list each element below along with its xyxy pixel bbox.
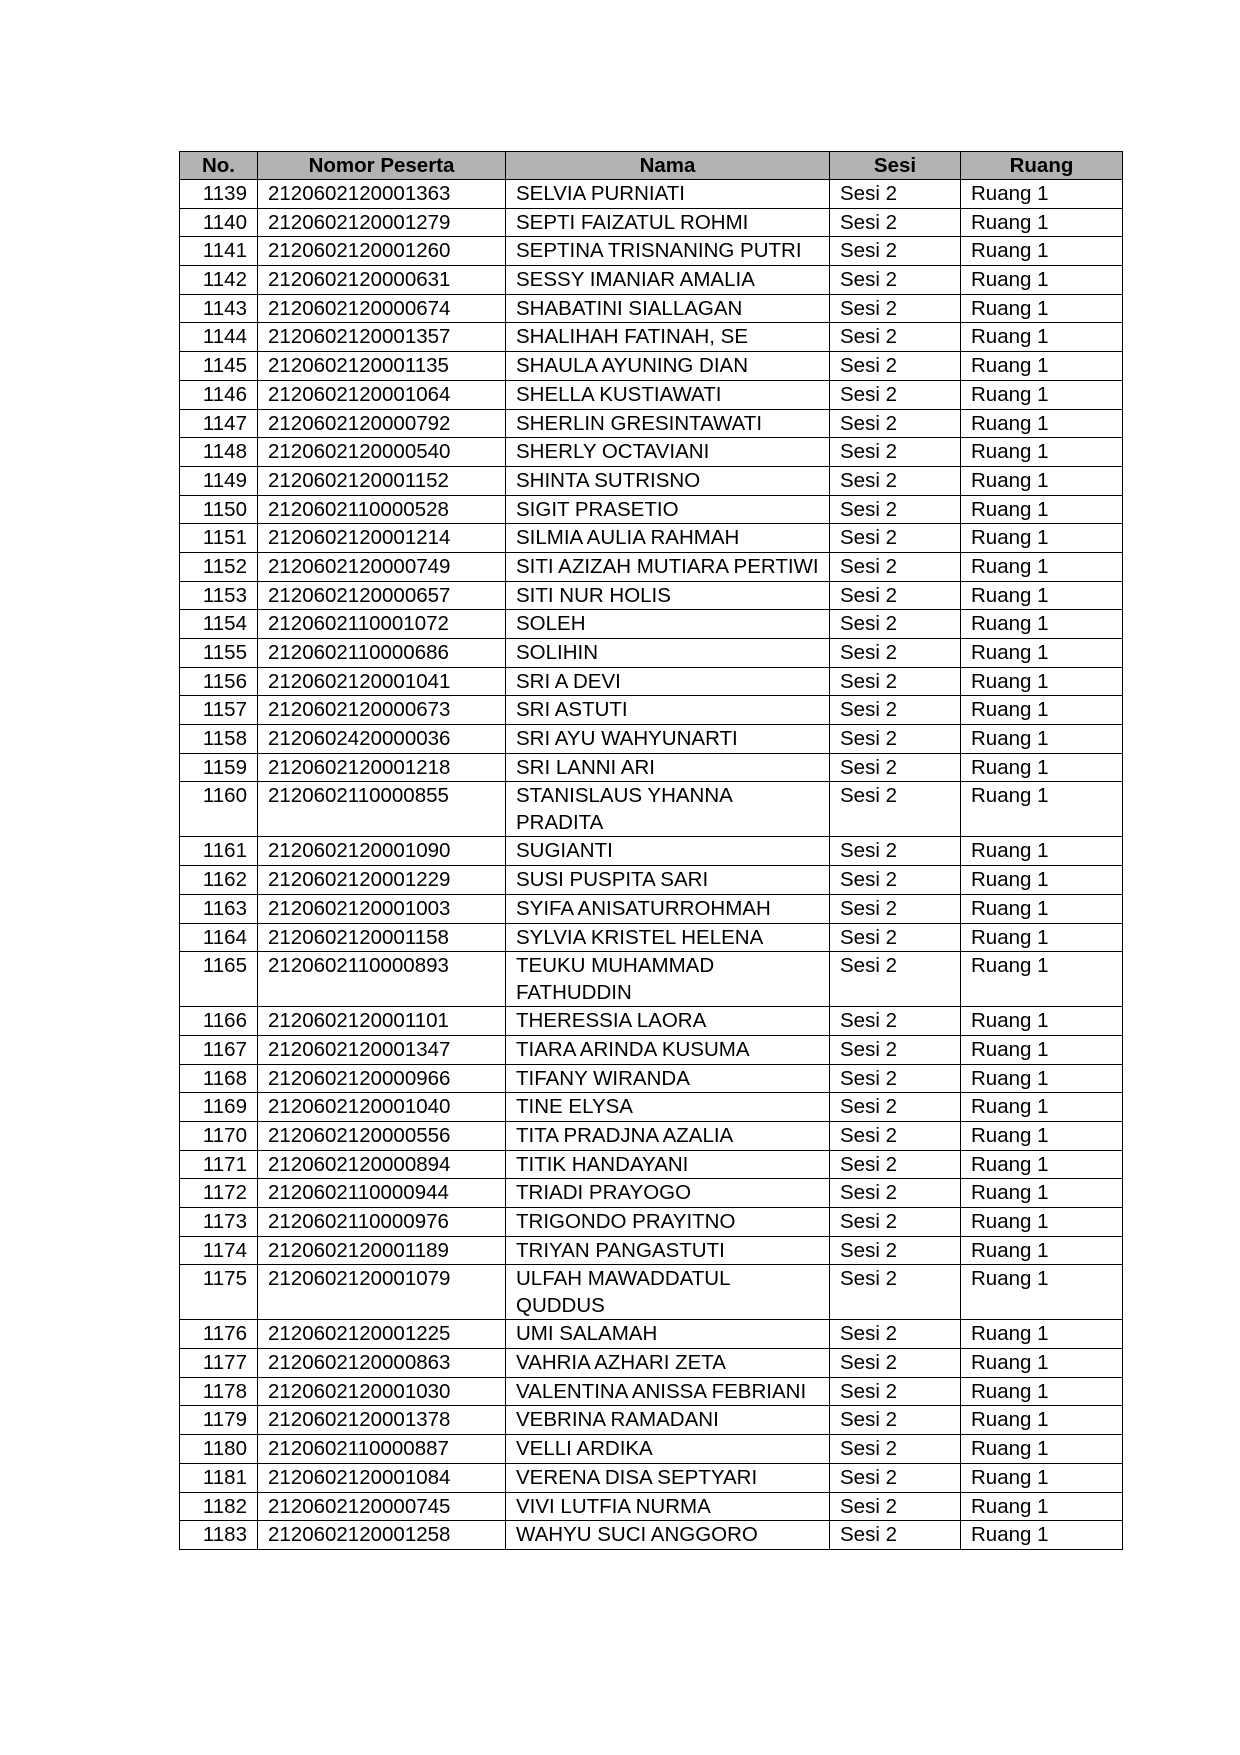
cell-ruang: Ruang 1 <box>961 725 1123 754</box>
cell-sesi: Sesi 2 <box>830 266 961 295</box>
cell-sesi: Sesi 2 <box>830 1435 961 1464</box>
cell-nama: SITI AZIZAH MUTIARA PERTIWI <box>506 552 830 581</box>
cell-no: 1153 <box>180 581 258 610</box>
cell-ruang: Ruang 1 <box>961 1463 1123 1492</box>
cell-ruang: Ruang 1 <box>961 1265 1123 1320</box>
cell-no: 1143 <box>180 294 258 323</box>
cell-sesi: Sesi 2 <box>830 639 961 668</box>
cell-sesi: Sesi 2 <box>830 1150 961 1179</box>
cell-nomor-peserta: 2120602120001260 <box>258 237 506 266</box>
cell-ruang: Ruang 1 <box>961 1435 1123 1464</box>
cell-sesi: Sesi 2 <box>830 581 961 610</box>
cell-ruang: Ruang 1 <box>961 639 1123 668</box>
cell-nomor-peserta: 2120602120000556 <box>258 1121 506 1150</box>
cell-nama: TRIADI PRAYOGO <box>506 1179 830 1208</box>
cell-nomor-peserta: 2120602120001041 <box>258 667 506 696</box>
cell-nama: TRIGONDO PRAYITNO <box>506 1208 830 1237</box>
cell-no: 1179 <box>180 1406 258 1435</box>
table-row <box>180 1121 1123 1150</box>
cell-nomor-peserta: 2120602120001214 <box>258 524 506 553</box>
cell-nama: VALENTINA ANISSA FEBRIANI <box>506 1377 830 1406</box>
header-no: No. <box>180 152 258 180</box>
cell-ruang: Ruang 1 <box>961 753 1123 782</box>
cell-nama: SRI ASTUTI <box>506 696 830 725</box>
cell-ruang: Ruang 1 <box>961 1150 1123 1179</box>
cell-ruang: Ruang 1 <box>961 1521 1123 1550</box>
document-page <box>179 151 1122 1550</box>
cell-nama: SHINTA SUTRISNO <box>506 466 830 495</box>
cell-nomor-peserta: 2120602120000674 <box>258 294 506 323</box>
cell-nama: VEBRINA RAMADANI <box>506 1406 830 1435</box>
cell-ruang: Ruang 1 <box>961 1064 1123 1093</box>
table-row <box>180 1236 1123 1265</box>
cell-ruang: Ruang 1 <box>961 1320 1123 1349</box>
cell-ruang: Ruang 1 <box>961 237 1123 266</box>
cell-nama: WAHYU SUCI ANGGORO <box>506 1521 830 1550</box>
cell-nomor-peserta: 2120602110000528 <box>258 495 506 524</box>
table-row <box>180 438 1123 467</box>
cell-nama: TRIYAN PANGASTUTI <box>506 1236 830 1265</box>
cell-nama: SIGIT PRASETIO <box>506 495 830 524</box>
table-row <box>180 1463 1123 1492</box>
cell-no: 1159 <box>180 753 258 782</box>
cell-nama: SRI A DEVI <box>506 667 830 696</box>
cell-no: 1167 <box>180 1035 258 1064</box>
cell-nama: THERESSIA LAORA <box>506 1007 830 1036</box>
cell-nomor-peserta: 2120602120001363 <box>258 180 506 209</box>
cell-no: 1165 <box>180 952 258 1007</box>
cell-sesi: Sesi 2 <box>830 782 961 837</box>
cell-sesi: Sesi 2 <box>830 753 961 782</box>
cell-nomor-peserta: 2120602110000893 <box>258 952 506 1007</box>
cell-ruang: Ruang 1 <box>961 1236 1123 1265</box>
cell-ruang: Ruang 1 <box>961 1179 1123 1208</box>
cell-nama: TIFANY WIRANDA <box>506 1064 830 1093</box>
table-row <box>180 466 1123 495</box>
cell-nama: TINE ELYSA <box>506 1093 830 1122</box>
table-row <box>180 1435 1123 1464</box>
cell-sesi: Sesi 2 <box>830 1265 961 1320</box>
cell-sesi: Sesi 2 <box>830 1320 961 1349</box>
cell-sesi: Sesi 2 <box>830 1236 961 1265</box>
cell-nama: SEPTI FAIZATUL ROHMI <box>506 208 830 237</box>
cell-sesi: Sesi 2 <box>830 923 961 952</box>
cell-nomor-peserta: 2120602120000657 <box>258 581 506 610</box>
cell-nomor-peserta: 2120602110001072 <box>258 610 506 639</box>
table-row <box>180 581 1123 610</box>
cell-no: 1145 <box>180 352 258 381</box>
cell-nomor-peserta: 2120602120000745 <box>258 1492 506 1521</box>
cell-ruang: Ruang 1 <box>961 294 1123 323</box>
cell-no: 1147 <box>180 409 258 438</box>
cell-no: 1155 <box>180 639 258 668</box>
cell-nama: SRI LANNI ARI <box>506 753 830 782</box>
table-row <box>180 1377 1123 1406</box>
table-row <box>180 696 1123 725</box>
cell-no: 1163 <box>180 894 258 923</box>
cell-nomor-peserta: 2120602120001079 <box>258 1265 506 1320</box>
cell-nomor-peserta: 2120602120001258 <box>258 1521 506 1550</box>
cell-nomor-peserta: 2120602120001064 <box>258 380 506 409</box>
table-row <box>180 1349 1123 1378</box>
table-row <box>180 323 1123 352</box>
cell-nama: SITI NUR HOLIS <box>506 581 830 610</box>
cell-sesi: Sesi 2 <box>830 610 961 639</box>
cell-sesi: Sesi 2 <box>830 409 961 438</box>
cell-no: 1175 <box>180 1265 258 1320</box>
cell-nama: SHABATINI SIALLAGAN <box>506 294 830 323</box>
cell-nomor-peserta: 2120602120001030 <box>258 1377 506 1406</box>
cell-nomor-peserta: 2120602120001135 <box>258 352 506 381</box>
cell-nomor-peserta: 2120602120001218 <box>258 753 506 782</box>
table-row <box>180 1406 1123 1435</box>
cell-ruang: Ruang 1 <box>961 180 1123 209</box>
table-row <box>180 667 1123 696</box>
cell-nama: VERENA DISA SEPTYARI <box>506 1463 830 1492</box>
cell-no: 1173 <box>180 1208 258 1237</box>
table-row <box>180 1007 1123 1036</box>
table-row <box>180 1521 1123 1550</box>
cell-nama: ULFAH MAWADDATUL QUDDUS <box>506 1265 830 1320</box>
cell-nama: VAHRIA AZHARI ZETA <box>506 1349 830 1378</box>
cell-nama: SESSY IMANIAR AMALIA <box>506 266 830 295</box>
cell-no: 1161 <box>180 837 258 866</box>
cell-nama: SYIFA ANISATURROHMAH <box>506 894 830 923</box>
cell-nama: SOLIHIN <box>506 639 830 668</box>
cell-nama: SHALIHAH FATINAH, SE <box>506 323 830 352</box>
table-row <box>180 552 1123 581</box>
cell-ruang: Ruang 1 <box>961 1035 1123 1064</box>
cell-ruang: Ruang 1 <box>961 466 1123 495</box>
table-row <box>180 208 1123 237</box>
table-row <box>180 923 1123 952</box>
cell-no: 1156 <box>180 667 258 696</box>
table-row <box>180 782 1123 837</box>
cell-sesi: Sesi 2 <box>830 352 961 381</box>
cell-no: 1154 <box>180 610 258 639</box>
cell-ruang: Ruang 1 <box>961 1406 1123 1435</box>
cell-sesi: Sesi 2 <box>830 495 961 524</box>
table-row <box>180 294 1123 323</box>
cell-no: 1150 <box>180 495 258 524</box>
cell-nomor-peserta: 2120602120001378 <box>258 1406 506 1435</box>
cell-sesi: Sesi 2 <box>830 1377 961 1406</box>
cell-sesi: Sesi 2 <box>830 323 961 352</box>
table-row <box>180 380 1123 409</box>
cell-sesi: Sesi 2 <box>830 208 961 237</box>
cell-sesi: Sesi 2 <box>830 237 961 266</box>
cell-ruang: Ruang 1 <box>961 581 1123 610</box>
cell-nomor-peserta: 2120602120001040 <box>258 1093 506 1122</box>
cell-ruang: Ruang 1 <box>961 866 1123 895</box>
table-row <box>180 352 1123 381</box>
cell-nama: SUSI PUSPITA SARI <box>506 866 830 895</box>
cell-sesi: Sesi 2 <box>830 180 961 209</box>
table-row <box>180 894 1123 923</box>
cell-no: 1176 <box>180 1320 258 1349</box>
cell-nomor-peserta: 2120602120001101 <box>258 1007 506 1036</box>
cell-nama: SELVIA PURNIATI <box>506 180 830 209</box>
cell-ruang: Ruang 1 <box>961 1349 1123 1378</box>
cell-sesi: Sesi 2 <box>830 1406 961 1435</box>
cell-nomor-peserta: 2120602120000863 <box>258 1349 506 1378</box>
cell-nomor-peserta: 2120602120000749 <box>258 552 506 581</box>
cell-nomor-peserta: 2120602110000887 <box>258 1435 506 1464</box>
cell-nomor-peserta: 2120602120001357 <box>258 323 506 352</box>
cell-sesi: Sesi 2 <box>830 1035 961 1064</box>
cell-ruang: Ruang 1 <box>961 524 1123 553</box>
table-row <box>180 1179 1123 1208</box>
participant-table <box>179 151 1123 1550</box>
table-row <box>180 725 1123 754</box>
cell-no: 1144 <box>180 323 258 352</box>
cell-nomor-peserta: 2120602120001279 <box>258 208 506 237</box>
cell-no: 1164 <box>180 923 258 952</box>
cell-sesi: Sesi 2 <box>830 1179 961 1208</box>
cell-nomor-peserta: 2120602110000686 <box>258 639 506 668</box>
table-body <box>180 180 1123 1550</box>
cell-no: 1152 <box>180 552 258 581</box>
cell-ruang: Ruang 1 <box>961 667 1123 696</box>
table-row <box>180 1320 1123 1349</box>
cell-nomor-peserta: 2120602110000976 <box>258 1208 506 1237</box>
cell-sesi: Sesi 2 <box>830 438 961 467</box>
cell-no: 1158 <box>180 725 258 754</box>
cell-no: 1166 <box>180 1007 258 1036</box>
cell-ruang: Ruang 1 <box>961 380 1123 409</box>
cell-nomor-peserta: 2120602120001225 <box>258 1320 506 1349</box>
cell-nomor-peserta: 2120602120001003 <box>258 894 506 923</box>
cell-no: 1180 <box>180 1435 258 1464</box>
cell-no: 1148 <box>180 438 258 467</box>
cell-sesi: Sesi 2 <box>830 952 961 1007</box>
cell-no: 1183 <box>180 1521 258 1550</box>
cell-nama: SHERLY OCTAVIANI <box>506 438 830 467</box>
cell-nama: SILMIA AULIA RAHMAH <box>506 524 830 553</box>
cell-nama: STANISLAUS YHANNA PRADITA <box>506 782 830 837</box>
cell-sesi: Sesi 2 <box>830 1093 961 1122</box>
cell-sesi: Sesi 2 <box>830 524 961 553</box>
cell-nama: SYLVIA KRISTEL HELENA <box>506 923 830 952</box>
cell-ruang: Ruang 1 <box>961 696 1123 725</box>
cell-ruang: Ruang 1 <box>961 837 1123 866</box>
cell-sesi: Sesi 2 <box>830 866 961 895</box>
cell-nama: VIVI LUTFIA NURMA <box>506 1492 830 1521</box>
cell-nomor-peserta: 2120602120000540 <box>258 438 506 467</box>
cell-nama: UMI SALAMAH <box>506 1320 830 1349</box>
cell-no: 1178 <box>180 1377 258 1406</box>
cell-nama: SEPTINA TRISNANING PUTRI <box>506 237 830 266</box>
cell-ruang: Ruang 1 <box>961 1121 1123 1150</box>
table-row <box>180 180 1123 209</box>
cell-ruang: Ruang 1 <box>961 1208 1123 1237</box>
cell-nama: TIARA ARINDA KUSUMA <box>506 1035 830 1064</box>
cell-ruang: Ruang 1 <box>961 1492 1123 1521</box>
table-row <box>180 1035 1123 1064</box>
cell-no: 1162 <box>180 866 258 895</box>
cell-sesi: Sesi 2 <box>830 837 961 866</box>
cell-sesi: Sesi 2 <box>830 725 961 754</box>
cell-sesi: Sesi 2 <box>830 1521 961 1550</box>
cell-ruang: Ruang 1 <box>961 952 1123 1007</box>
cell-nomor-peserta: 2120602120000966 <box>258 1064 506 1093</box>
cell-no: 1160 <box>180 782 258 837</box>
cell-sesi: Sesi 2 <box>830 1463 961 1492</box>
cell-ruang: Ruang 1 <box>961 352 1123 381</box>
cell-nomor-peserta: 2120602120001347 <box>258 1035 506 1064</box>
table-row <box>180 1093 1123 1122</box>
cell-no: 1174 <box>180 1236 258 1265</box>
header-sesi: Sesi <box>830 152 961 180</box>
cell-sesi: Sesi 2 <box>830 552 961 581</box>
table-row <box>180 639 1123 668</box>
cell-nomor-peserta: 2120602120000631 <box>258 266 506 295</box>
cell-sesi: Sesi 2 <box>830 894 961 923</box>
cell-ruang: Ruang 1 <box>961 266 1123 295</box>
cell-no: 1151 <box>180 524 258 553</box>
table-row <box>180 1150 1123 1179</box>
cell-no: 1169 <box>180 1093 258 1122</box>
cell-nomor-peserta: 2120602120001229 <box>258 866 506 895</box>
cell-no: 1157 <box>180 696 258 725</box>
table-row <box>180 266 1123 295</box>
table-row <box>180 866 1123 895</box>
cell-nama: VELLI ARDIKA <box>506 1435 830 1464</box>
cell-sesi: Sesi 2 <box>830 466 961 495</box>
cell-ruang: Ruang 1 <box>961 923 1123 952</box>
cell-nama: TITIK HANDAYANI <box>506 1150 830 1179</box>
cell-no: 1146 <box>180 380 258 409</box>
cell-sesi: Sesi 2 <box>830 1349 961 1378</box>
cell-nama: TEUKU MUHAMMAD FATHUDDIN <box>506 952 830 1007</box>
cell-no: 1149 <box>180 466 258 495</box>
cell-ruang: Ruang 1 <box>961 552 1123 581</box>
table-row <box>180 1492 1123 1521</box>
cell-nomor-peserta: 2120602120000673 <box>258 696 506 725</box>
cell-ruang: Ruang 1 <box>961 409 1123 438</box>
cell-sesi: Sesi 2 <box>830 667 961 696</box>
cell-ruang: Ruang 1 <box>961 438 1123 467</box>
cell-nomor-peserta: 2120602120001152 <box>258 466 506 495</box>
cell-ruang: Ruang 1 <box>961 1093 1123 1122</box>
cell-nama: SOLEH <box>506 610 830 639</box>
table-row <box>180 610 1123 639</box>
cell-nomor-peserta: 2120602120000792 <box>258 409 506 438</box>
cell-ruang: Ruang 1 <box>961 782 1123 837</box>
header-nomor-peserta: Nomor Peserta <box>258 152 506 180</box>
cell-ruang: Ruang 1 <box>961 894 1123 923</box>
cell-sesi: Sesi 2 <box>830 1492 961 1521</box>
cell-nomor-peserta: 2120602120001090 <box>258 837 506 866</box>
table-header-row <box>180 152 1123 180</box>
cell-sesi: Sesi 2 <box>830 1208 961 1237</box>
cell-ruang: Ruang 1 <box>961 323 1123 352</box>
cell-nama: SHAULA AYUNING DIAN <box>506 352 830 381</box>
table-row <box>180 837 1123 866</box>
cell-ruang: Ruang 1 <box>961 1377 1123 1406</box>
cell-nomor-peserta: 2120602110000944 <box>258 1179 506 1208</box>
table-row <box>180 409 1123 438</box>
cell-nama: SUGIANTI <box>506 837 830 866</box>
cell-ruang: Ruang 1 <box>961 495 1123 524</box>
cell-sesi: Sesi 2 <box>830 1007 961 1036</box>
cell-no: 1141 <box>180 237 258 266</box>
cell-nomor-peserta: 2120602120001189 <box>258 1236 506 1265</box>
cell-sesi: Sesi 2 <box>830 1064 961 1093</box>
cell-no: 1139 <box>180 180 258 209</box>
table-row <box>180 237 1123 266</box>
cell-nama: SHELLA KUSTIAWATI <box>506 380 830 409</box>
cell-no: 1170 <box>180 1121 258 1150</box>
table-row <box>180 495 1123 524</box>
cell-sesi: Sesi 2 <box>830 380 961 409</box>
cell-sesi: Sesi 2 <box>830 294 961 323</box>
cell-nama: TITA PRADJNA AZALIA <box>506 1121 830 1150</box>
cell-sesi: Sesi 2 <box>830 1121 961 1150</box>
table-row <box>180 1064 1123 1093</box>
cell-nomor-peserta: 2120602120001084 <box>258 1463 506 1492</box>
cell-no: 1182 <box>180 1492 258 1521</box>
cell-no: 1171 <box>180 1150 258 1179</box>
cell-nomor-peserta: 2120602120001158 <box>258 923 506 952</box>
cell-no: 1172 <box>180 1179 258 1208</box>
cell-no: 1142 <box>180 266 258 295</box>
cell-ruang: Ruang 1 <box>961 1007 1123 1036</box>
header-ruang: Ruang <box>961 152 1123 180</box>
table-row <box>180 1265 1123 1320</box>
cell-no: 1181 <box>180 1463 258 1492</box>
cell-nomor-peserta: 2120602420000036 <box>258 725 506 754</box>
cell-nomor-peserta: 2120602110000855 <box>258 782 506 837</box>
table-row <box>180 524 1123 553</box>
table-row <box>180 952 1123 1007</box>
cell-ruang: Ruang 1 <box>961 610 1123 639</box>
cell-nomor-peserta: 2120602120000894 <box>258 1150 506 1179</box>
header-nama: Nama <box>506 152 830 180</box>
cell-nama: SRI AYU WAHYUNARTI <box>506 725 830 754</box>
cell-no: 1168 <box>180 1064 258 1093</box>
table-row <box>180 1208 1123 1237</box>
table-row <box>180 753 1123 782</box>
cell-no: 1177 <box>180 1349 258 1378</box>
cell-nama: SHERLIN GRESINTAWATI <box>506 409 830 438</box>
cell-no: 1140 <box>180 208 258 237</box>
cell-sesi: Sesi 2 <box>830 696 961 725</box>
cell-ruang: Ruang 1 <box>961 208 1123 237</box>
